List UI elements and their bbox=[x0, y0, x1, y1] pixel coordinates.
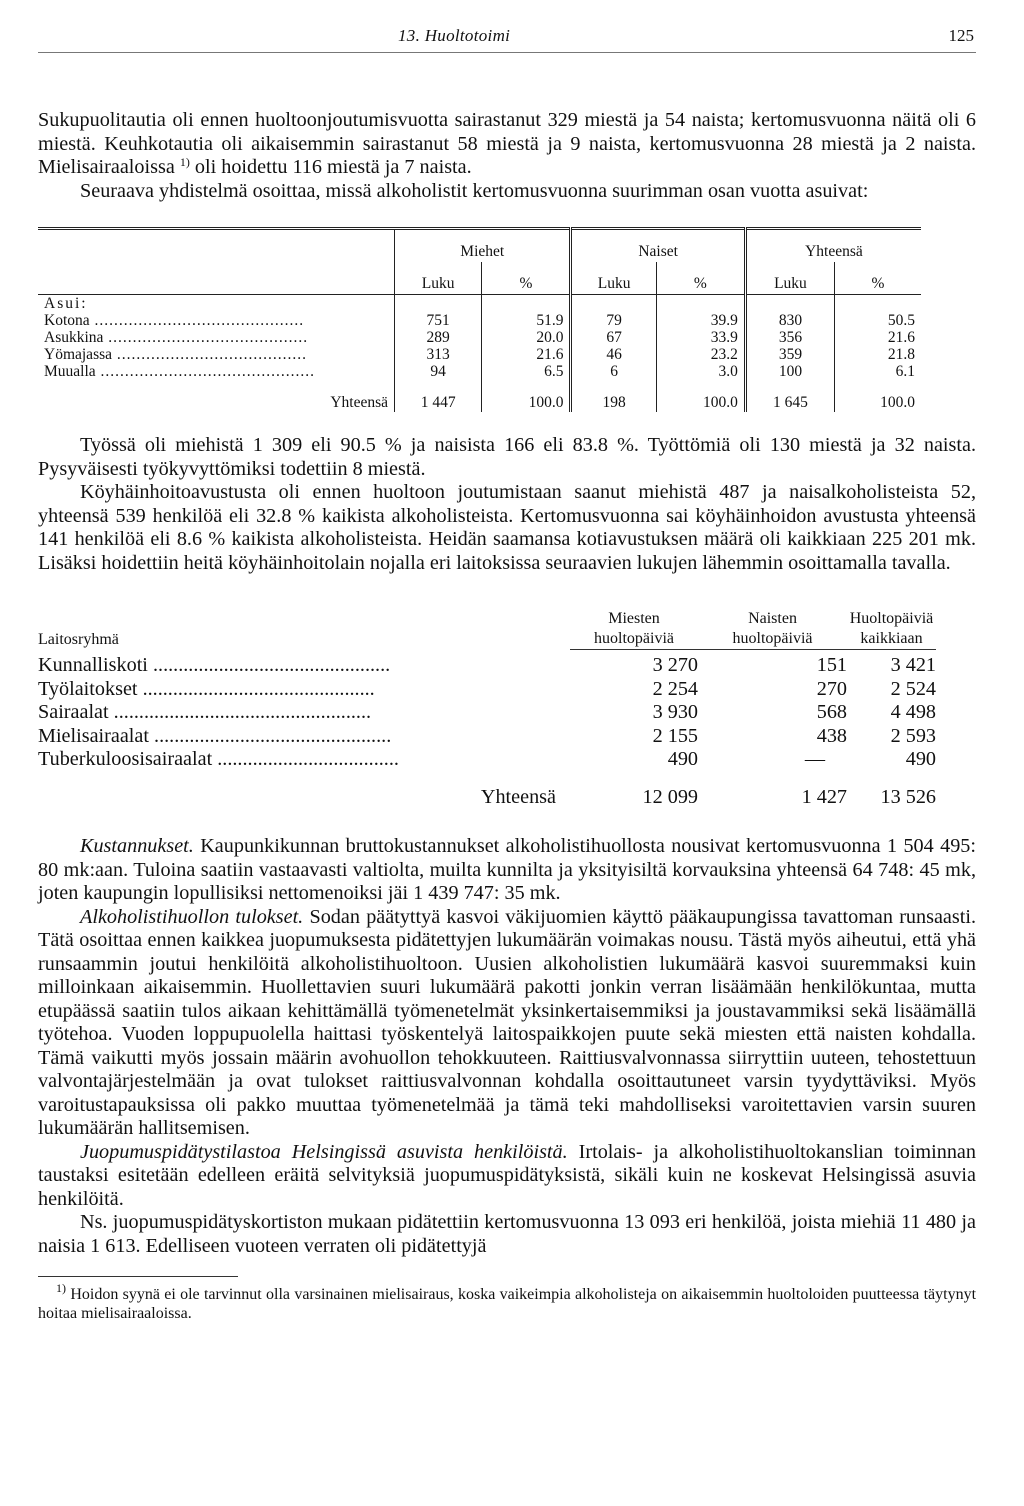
sub-header-pct: % bbox=[656, 262, 745, 295]
intro-paragraph-1 bbox=[38, 109, 976, 180]
total-men-pct: 100.0 bbox=[482, 380, 571, 412]
cell-women-count: 67 bbox=[571, 329, 656, 346]
cell-men: 2 155 bbox=[652, 724, 698, 747]
cell-men: 3 270 bbox=[652, 654, 698, 676]
total-label: Yhteensä bbox=[480, 785, 556, 808]
table-row: Muualla ............................................ 94 6.5 6 3.0 100 6.1 bbox=[38, 363, 921, 380]
cell-total-count: 100 bbox=[745, 363, 834, 380]
arrest-count-paragraph: Ns. juopumuspidätyskortiston mukaan pidätettiin kertomusvuonna 13 093 eri henkilöä, joista miehiä 11 480 ja naisia 1 613. Edelliseen vuoteen verraten oli pidätettyjä bbox=[38, 1211, 976, 1257]
arrest-statistics-text: Irtolais- ja alkoholistihuoltokanslian toiminnan taustaksi esitetään edelleen eräitä selvityksiä juopumuspidätyksistä, sikäli kuin ne koskevat Helsingissä asuvia henkilöitä. bbox=[38, 1140, 976, 1210]
cell-total: 2 593 bbox=[890, 724, 936, 747]
row-label: Tuberkuloosisairaalat bbox=[38, 748, 213, 770]
page-number: 125 bbox=[948, 26, 974, 45]
cell-women-pct: 3.0 bbox=[656, 363, 745, 380]
cell-total-pct: 6.1 bbox=[835, 363, 921, 380]
row-label: Työlaitokset bbox=[38, 677, 138, 700]
total-men-count: 1 447 bbox=[395, 380, 482, 412]
footnote bbox=[38, 1281, 977, 1323]
table-row: Mielisairaalat ............................................... 2 155 438 2 593 bbox=[38, 724, 936, 747]
cell-men-pct: 20.0 bbox=[482, 329, 571, 346]
sub-header-pct: % bbox=[482, 262, 571, 295]
row-label: Muualla bbox=[44, 363, 96, 380]
header-men: Miesten huoltopäiviä bbox=[594, 610, 674, 647]
table-row: Kunnalliskoti ............................................... 3 270 151 3 421 bbox=[38, 654, 936, 676]
cell-men-pct: 6.5 bbox=[482, 363, 571, 380]
row-label: Sairaalat bbox=[38, 701, 109, 723]
table-row: Kotona ........................................... 751 51.9 79 39.9 830 50.5 bbox=[38, 312, 921, 329]
results-paragraph bbox=[38, 906, 976, 1141]
cell-total-pct: 50.5 bbox=[835, 312, 921, 329]
total-women: 1 427 bbox=[801, 785, 847, 808]
cell-women: 438 bbox=[816, 724, 847, 747]
cell-men-pct: 21.6 bbox=[482, 346, 571, 363]
results-heading: Alkoholistihuollon tulokset. bbox=[80, 905, 304, 928]
cell-women-count: 6 bbox=[571, 363, 656, 380]
cell-total: 490 bbox=[905, 748, 936, 770]
cell-women-pct: 33.9 bbox=[656, 329, 745, 346]
intro-paragraph-2: Seuraava yhdistelmä osoittaa, missä alkoholistit kertomusvuonna suurimman osan vuotta asuivat: bbox=[80, 179, 869, 202]
footnote-divider bbox=[38, 1276, 238, 1277]
row-label: Kotona bbox=[44, 312, 90, 329]
cell-men-pct: 51.9 bbox=[482, 312, 571, 329]
table-row: Työlaitokset .............................................. 2 254 270 2 524 bbox=[38, 677, 936, 700]
intro-text-1-end: oli hoidettu 116 miestä ja 7 naista. bbox=[194, 156, 472, 178]
row-group-header: Asui: bbox=[44, 295, 88, 312]
cell-women: — bbox=[804, 748, 825, 770]
total-label: Yhteensä bbox=[330, 393, 388, 411]
cell-women: 568 bbox=[816, 701, 847, 723]
cell-total-pct: 21.8 bbox=[835, 346, 921, 363]
row-label: Mielisairaalat bbox=[38, 724, 149, 747]
table-row: Sairaalat ................................................... 3 930 568 4 498 bbox=[38, 701, 936, 723]
cell-men: 2 254 bbox=[652, 677, 698, 700]
sub-header-luku: Luku bbox=[745, 262, 834, 295]
cell-women: 151 bbox=[816, 654, 847, 676]
total-women-count: 198 bbox=[571, 380, 656, 412]
table-row: Tuberkuloosisairaalat .................................... 490 — 490 bbox=[38, 748, 936, 770]
cell-total-count: 359 bbox=[745, 346, 834, 363]
costs-heading: Kustannukset. bbox=[80, 835, 194, 857]
total-total-count: 1 645 bbox=[745, 380, 834, 412]
cell-men: 3 930 bbox=[652, 701, 698, 723]
cell-total-count: 356 bbox=[745, 329, 834, 346]
total-women-pct: 100.0 bbox=[656, 380, 745, 412]
arrest-statistics-heading: Juopumuspidätystilastoa Helsingissä asuvista henkilöistä. bbox=[80, 1140, 568, 1163]
footnote-text: Hoidon syynä ei ole tarvinnut olla varsinainen mielisairaus, koska vaikeimpia alkoholisteja on aikaisemmin huoltoloiden puutteessa täytynyt hoitaa mielisairaaloissa. bbox=[38, 1286, 977, 1322]
sub-header-luku: Luku bbox=[571, 262, 656, 295]
cell-men: 490 bbox=[667, 748, 698, 770]
cell-men-count: 289 bbox=[395, 329, 482, 346]
cell-women-count: 46 bbox=[571, 346, 656, 363]
cell-women: 270 bbox=[816, 677, 847, 700]
group-header-women: Naiset bbox=[571, 229, 745, 263]
cell-total: 2 524 bbox=[890, 677, 936, 700]
row-label: Asukkina bbox=[44, 329, 104, 346]
sub-header-luku: Luku bbox=[395, 262, 482, 295]
total-total: 13 526 bbox=[880, 785, 936, 808]
costs-paragraph bbox=[38, 835, 976, 906]
cell-total: 4 498 bbox=[890, 701, 936, 723]
cell-women-count: 79 bbox=[571, 312, 656, 329]
cell-men-count: 751 bbox=[395, 312, 482, 329]
table-total-row bbox=[38, 380, 921, 412]
work-paragraph: Työssä oli miehistä 1 309 eli 90.5 % ja naisista 166 eli 83.8 %. Työttömiä oli 130 miestä ja 32 naista. Pysyväisesti työkyvyttömiksi todettiin 8 miestä. bbox=[38, 434, 976, 480]
table-row: Yömajassa ....................................... 313 21.6 46 23.2 359 21.8 bbox=[38, 346, 921, 363]
running-title: 13. Huoltotoimi bbox=[398, 26, 511, 45]
total-men: 12 099 bbox=[642, 785, 698, 808]
cell-women-pct: 23.2 bbox=[656, 346, 745, 363]
header-total: Huoltopäiviä kaikkiaan bbox=[849, 610, 934, 647]
row-label: Yömajassa bbox=[44, 346, 113, 363]
poor-relief-paragraph: Köyhäinhoitoavustusta oli ennen huoltoon joutumistaan saanut miehistä 487 ja naisalkoholisteista 52, yhteensä 539 henkilöä eli 32.8 % kaikista alkoholisteista. Kertomusvuonna sai köyhäinhoidon avustusta yhteensä 141 henkilöä eli 8.6 % kaikista alkoholisteista. Heidän saamansa kotiavustuksen määrä oli kaikkiaan 225 201 mk. Lisäksi hoidettiin heitä köyhäinhoitolain nojalla eri laitoksissa seuraavien lukujen lähemmin osoittamalla tavalla. bbox=[38, 481, 976, 574]
care-days-table bbox=[38, 609, 936, 809]
arrest-statistics-paragraph bbox=[38, 1141, 976, 1212]
cell-total: 3 421 bbox=[890, 654, 936, 676]
cell-women-pct: 39.9 bbox=[656, 312, 745, 329]
residence-table bbox=[38, 227, 921, 412]
footnote-mark: 1) bbox=[56, 1281, 66, 1295]
total-total-pct: 100.0 bbox=[835, 380, 921, 412]
page-header bbox=[38, 22, 976, 53]
group-header-men: Miehet bbox=[395, 229, 571, 263]
header-women: Naisten huoltopäiviä bbox=[732, 610, 813, 647]
cell-men-count: 313 bbox=[395, 346, 482, 363]
cell-total-count: 830 bbox=[745, 312, 834, 329]
sub-header-pct: % bbox=[835, 262, 921, 295]
intro-text-1: Sukupuolitautia oli ennen huoltoonjoutumisvuotta sairastanut 329 miestä ja 54 naista; kertomusvuonna näitä oli 6 miestä. Keuhkotautia oli aikaisemmin sairastanut 58 miestä ja 9 naista, kertomusvuonna 28 miestä ja 2 naista. Mielisairaaloissa bbox=[38, 109, 976, 178]
header-group: Laitosryhmä bbox=[38, 630, 119, 648]
table-row: Asukkina ......................................... 289 20.0 67 33.9 356 21.6 bbox=[38, 329, 921, 346]
table-total-row bbox=[38, 772, 936, 810]
row-label: Kunnalliskoti bbox=[38, 654, 148, 676]
cell-total-pct: 21.6 bbox=[835, 329, 921, 346]
group-header-total: Yhteensä bbox=[745, 229, 921, 263]
results-text: Sodan päätyttyä kasvoi väkijuomien käyttö pääkaupungissa tavattoman runsaasti. Tätä osoittaa ennen kaikkea juopumuksesta pidätettyjen lukumäärän voimakas nousu. Tästä myös aiheutui, että yhä runsaammin joutui henkilöitä alkoholistihuoltoon. Uusien alkoholistien lukumäärä kasvoi suuremmaksi kuin milloinkaan aikaisemmin. Huollettavien suuri lukumäärä pakotti jonkin verran lisäämään henkilökuntaa, mutta etupäässä saatiin tulos aikaan kehittämällä työmenetelmät yksinkertaisemmiksi ja joustavammiksi sekä lisäämällä työtehoa. Vuoden loppupuolella haittasi työskentelyä laitospaikkojen puute sekä miesten että naisten kohdalla. Tämä vaikutti myös jossain määrin avohuollon tehokkuuteen. Raittiusvalvonnassa siirryttiin uuteen, tehostettuun valvontajärjestelmään ja ovat tulokset raittiusvalvonnan kohdalla osoittautuneet varsin tyydyttäviksi. Myös varoitustapauksissa oli pakko muuttaa työmenetelmää ja tämä teki mahdolliseksi varoitettavien varsin suuren lukumäärän hallitsemisen. bbox=[38, 905, 977, 1139]
costs-text: Kaupunkikunnan bruttokustannukset alkoholistihuollosta nousivat kertomusvuonna 1 504 495: 80 mk:aan. Tuloina saatiin vastaavasti valtiolta, muilta kunnilta ja yksityisiltä korvauksina yhteensä 64 748: 45 mk, joten kaupungin lopullisiksi nettomenoiksi jäi 1 439 747: 35 mk. bbox=[38, 835, 976, 904]
footnote-reference: 1) bbox=[179, 155, 190, 169]
cell-men-count: 94 bbox=[395, 363, 482, 380]
